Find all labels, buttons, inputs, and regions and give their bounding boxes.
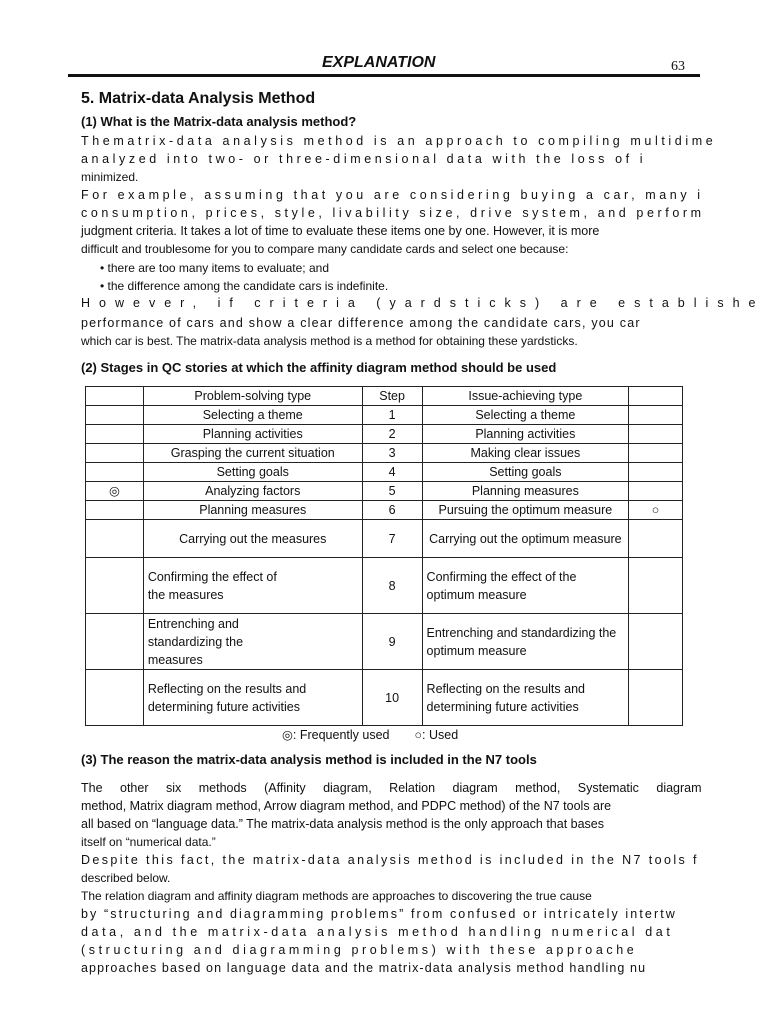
table-cell: Reflecting on the results and determining future activities <box>143 670 362 726</box>
part3-line: described below. <box>81 871 171 885</box>
table-row <box>86 482 683 501</box>
table-legend: ◎: Frequently used ○: Used <box>282 728 459 742</box>
table-cell: Entrenching and standardizing the measures <box>143 614 362 670</box>
table-cell: Planning activities <box>422 425 629 444</box>
usage-mark <box>629 520 683 558</box>
step-number: 2 <box>362 425 422 444</box>
table-header-row <box>86 387 683 406</box>
part2-heading: (2) Stages in QC stories at which the affinity diagram method should be used <box>81 360 557 375</box>
table-row <box>86 614 683 670</box>
part3-line: itself on “numerical data.” <box>81 835 216 849</box>
qc-stages-table <box>85 386 683 726</box>
usage-mark <box>86 463 144 482</box>
step-number: 1 <box>362 406 422 425</box>
frequently-used-mark: ◎ <box>86 482 144 501</box>
usage-mark <box>86 501 144 520</box>
part3-line: method, Matrix diagram method, Arrow diagram method, and PDPC method) of the N7 tools are <box>81 799 612 813</box>
usage-mark <box>86 614 144 670</box>
part1-line: which car is best. The matrix-data analysis method is a method for obtaining these yardsticks. <box>81 334 578 348</box>
usage-mark <box>629 406 683 425</box>
table-row <box>86 501 683 520</box>
part3-line: all based on “language data.” The matrix-data analysis method is the only approach that bases <box>81 817 605 831</box>
bullet-item: • there are too many items to evaluate; and <box>100 261 329 275</box>
usage-mark <box>86 406 144 425</box>
usage-mark <box>629 482 683 501</box>
part3-line: The other six methods (Affinity diagram, Relation diagram method, Systematic diagram <box>81 781 702 795</box>
table-cell: Analyzing factors <box>143 482 362 501</box>
table-header-cell: Issue-achieving type <box>422 387 629 406</box>
usage-mark <box>629 463 683 482</box>
table-cell: Grasping the current situation <box>143 444 362 463</box>
step-number: 3 <box>362 444 422 463</box>
step-number: 8 <box>362 558 422 614</box>
part1-heading: (1) What is the Matrix-data analysis method? <box>81 114 357 129</box>
table-header-cell: Problem-solving type <box>143 387 362 406</box>
table-row <box>86 670 683 726</box>
table-row <box>86 520 683 558</box>
table-row <box>86 444 683 463</box>
table-cell: Carrying out the optimum measure <box>422 520 629 558</box>
usage-mark <box>86 425 144 444</box>
part1-line: performance of cars and show a clear difference among the candidate cars, you car <box>81 316 641 330</box>
used-mark: ○ <box>629 501 683 520</box>
table-cell: Selecting a theme <box>143 406 362 425</box>
table-header-cell <box>86 387 144 406</box>
usage-mark <box>629 614 683 670</box>
part1-line: difficult and troublesome for you to compare many candidate cards and select one because: <box>81 242 569 256</box>
table-cell: Planning activities <box>143 425 362 444</box>
usage-mark <box>86 558 144 614</box>
table-cell: Entrenching and standardizing the optimum measure <box>422 614 629 670</box>
part1-line: Thematrix-data analysis method is an approach to compiling multidime <box>81 134 717 148</box>
part3-line: (structuring and diagramming problems) with these approache <box>81 943 638 957</box>
step-number: 4 <box>362 463 422 482</box>
part3-line: by “structuring and diagramming problems” from confused or intricately intertw <box>81 907 677 921</box>
table-row <box>86 425 683 444</box>
table-cell: Confirming the effect of the measures <box>143 558 362 614</box>
page-number: 63 <box>671 59 685 74</box>
table-cell: Carrying out the measures <box>143 520 362 558</box>
part1-line: For example, assuming that you are considering buying a car, many i <box>81 188 704 202</box>
table-cell: Selecting a theme <box>422 406 629 425</box>
part3-line: data, and the matrix-data analysis method handling numerical dat <box>81 925 674 939</box>
part1-line: However, if criteria (yardsticks) are establishe <box>81 296 765 310</box>
table-cell: Making clear issues <box>422 444 629 463</box>
header-title: EXPLANATION <box>322 54 436 71</box>
usage-mark <box>86 444 144 463</box>
section-title: 5. Matrix-data Analysis Method <box>81 90 316 107</box>
part3-line: The relation diagram and affinity diagram methods are approaches to discovering the true cause <box>81 889 592 903</box>
usage-mark <box>629 444 683 463</box>
usage-mark <box>629 558 683 614</box>
part1-line: minimized. <box>81 170 139 184</box>
step-number: 6 <box>362 501 422 520</box>
table-cell: Planning measures <box>143 501 362 520</box>
part3-line: Despite this fact, the matrix-data analysis method is included in the N7 tools f <box>81 853 699 867</box>
table-cell: Planning measures <box>422 482 629 501</box>
table-cell: Setting goals <box>422 463 629 482</box>
step-number: 9 <box>362 614 422 670</box>
usage-mark <box>86 520 144 558</box>
table-row <box>86 406 683 425</box>
usage-mark <box>629 425 683 444</box>
table-cell: Confirming the effect of the optimum measure <box>422 558 629 614</box>
bullet-item: • the difference among the candidate cars is indefinite. <box>100 279 389 293</box>
table-cell: Pursuing the optimum measure <box>422 501 629 520</box>
step-number: 5 <box>362 482 422 501</box>
table-row <box>86 463 683 482</box>
step-number: 10 <box>362 670 422 726</box>
part3-line: approaches based on language data and the matrix-data analysis method handling nu <box>81 961 647 975</box>
usage-mark <box>629 670 683 726</box>
table-row <box>86 558 683 614</box>
table-cell: Setting goals <box>143 463 362 482</box>
table-header-cell <box>629 387 683 406</box>
part1-line: judgment criteria. It takes a lot of time to evaluate these items one by one. However, it is more <box>81 224 600 238</box>
part3-heading: (3) The reason the matrix-data analysis method is included in the N7 tools <box>81 752 537 767</box>
step-number: 7 <box>362 520 422 558</box>
header-divider <box>68 74 700 77</box>
table-header-cell: Step <box>362 387 422 406</box>
part1-line: consumption, prices, style, livability size, drive system, and perform <box>81 206 705 220</box>
part1-line: analyzed into two- or three-dimensional data with the loss of i <box>81 152 647 166</box>
usage-mark <box>86 670 144 726</box>
table-cell: Reflecting on the results and determining future activities <box>422 670 629 726</box>
